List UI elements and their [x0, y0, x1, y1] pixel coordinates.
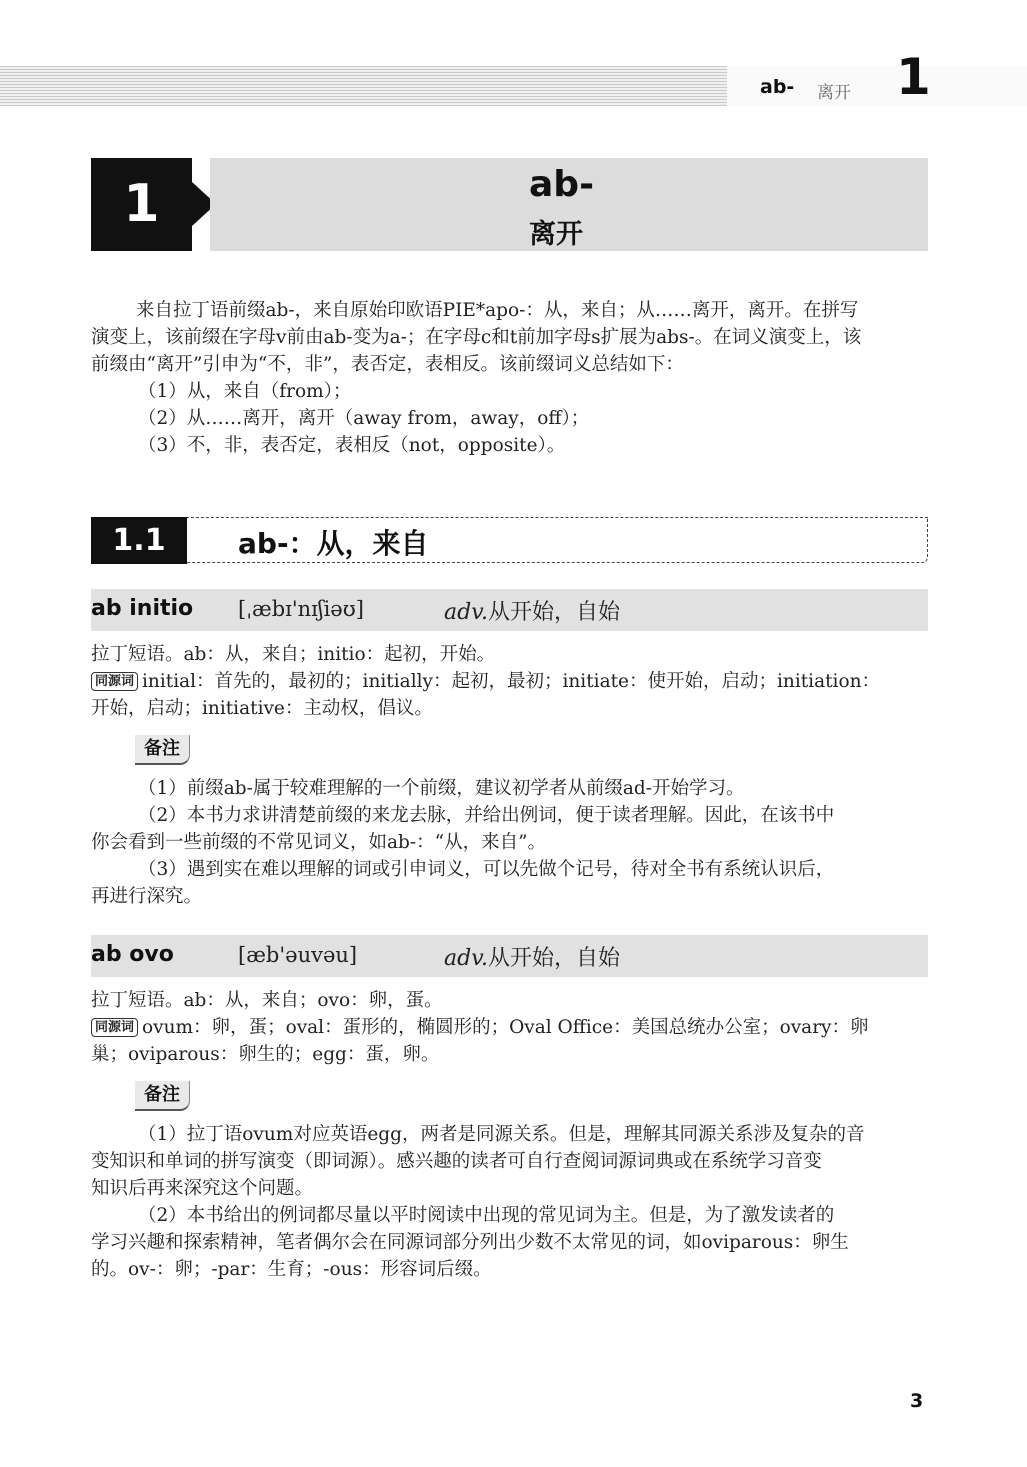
note-line: 你会看到一些前缀的不常见词义，如ab-：“从，来自”。 — [91, 832, 547, 853]
entry-notes — [91, 775, 928, 910]
note-line: （2）本书给出的例词都尽量以平时阅读中出现的常见词为主。但是，为了激发读者的 — [138, 1205, 835, 1226]
cognate-line: 巢；oviparous：卵生的；egg：蛋，卵。 — [91, 1044, 440, 1065]
note-line: 再进行深究。 — [91, 886, 203, 907]
intro-item: （1）从，来自（from）； — [138, 381, 352, 402]
entry-body — [91, 641, 928, 722]
entry-part-of-speech: adv. — [444, 946, 489, 971]
entry-headword: ab initio — [91, 596, 194, 621]
note-line: （2）本书力求讲清楚前缀的来龙去脉，并给出例词，便于读者理解。因此，在该书中 — [138, 805, 835, 826]
running-header-meaning: 离开 — [817, 83, 851, 103]
cognate-line: ovum：卵，蛋；oval：蛋形的，椭圆形的；Oval Office：美国总统办公室；ovary：卵 — [142, 1017, 869, 1038]
entry-meaning: 从开始，自始 — [488, 946, 621, 971]
chapter-number: 1 — [123, 174, 160, 234]
note-label: 备注 — [135, 1081, 190, 1111]
intro-line: 前缀由“离开”引申为“不，非”，表否定，表相反。该前缀词义总结如下： — [91, 354, 684, 375]
entry-part-of-speech: adv. — [444, 600, 489, 625]
chapter-intro — [91, 297, 928, 459]
entry-meaning: 从开始，自始 — [488, 600, 621, 625]
note-line: 变知识和单词的拼写演变（即词源）。感兴趣的读者可自行查阅词源词典或在系统学习音变 — [91, 1151, 822, 1172]
intro-line: 来自拉丁语前缀ab-，来自原始印欧语PIE*apo-：从，来自；从……离开，离开。在拼写 — [136, 300, 859, 321]
section-heading-frame — [91, 517, 928, 563]
chapter-title: ab- — [529, 164, 595, 205]
intro-item: （3）不，非，表否定，表相反（not，opposite）。 — [138, 435, 566, 456]
entry-origin: 拉丁短语。ab：从，来自；ovo：卵，蛋。 — [91, 990, 443, 1011]
note-line: （1）拉丁语ovum对应英语egg，两者是同源关系。但是，理解其同源关系涉及复杂的音 — [138, 1124, 865, 1145]
entry-phonetic: [æb'əuvəu] — [238, 943, 358, 967]
running-header-chapter-number: 1 — [896, 48, 931, 106]
entry-origin: 拉丁短语。ab：从，来自；initio：起初，开始。 — [91, 644, 496, 665]
note-line: 知识后再来深究这个问题。 — [91, 1178, 314, 1199]
chapter-subtitle: 离开 — [529, 219, 583, 250]
cognate-badge: 同源词 — [91, 672, 138, 691]
page-number: 3 — [910, 1390, 924, 1412]
entry-body — [91, 987, 928, 1068]
entry-definition — [444, 941, 620, 972]
note-line: （1）前缀ab-属于较难理解的一个前缀，建议初学者从前缀ad-开始学习。 — [138, 778, 745, 799]
note-line: 学习兴趣和探索精神，笔者偶尔会在同源词部分列出少数不太常见的词，如oviparous：卵生 — [91, 1232, 849, 1253]
cognate-line: 开始，启动；initiative：主动权，倡议。 — [91, 698, 433, 719]
entry-definition — [444, 595, 620, 626]
cognate-line: initial：首先的，最初的；initially：起初，最初；initiate：使开始，启动；initiation： — [142, 671, 881, 692]
intro-item: （2）从……离开，离开（away from，away，off）； — [138, 408, 590, 429]
entry-headword: ab ovo — [91, 942, 174, 967]
section-number: 1.1 — [112, 523, 166, 558]
cognate-badge: 同源词 — [91, 1018, 138, 1037]
section-title: ab-：从，来自 — [238, 527, 429, 560]
note-label: 备注 — [135, 735, 190, 765]
entry-phonetic: [ˌæbɪ'nɪʃiəʊ] — [238, 597, 364, 621]
note-line: 的。ov-：卵；-par：生育；-ous：形容词后缀。 — [91, 1259, 492, 1280]
entry-notes — [91, 1121, 928, 1283]
intro-line: 演变上，该前缀在字母v前由ab-变为a-；在字母c和t前加字母s扩展为abs-。在词义演变上，该 — [91, 327, 862, 348]
note-line: （3）遇到实在难以理解的词或引申词义，可以先做个记号，待对全书有系统认识后， — [138, 859, 835, 880]
running-header-prefix: ab- — [760, 76, 795, 98]
